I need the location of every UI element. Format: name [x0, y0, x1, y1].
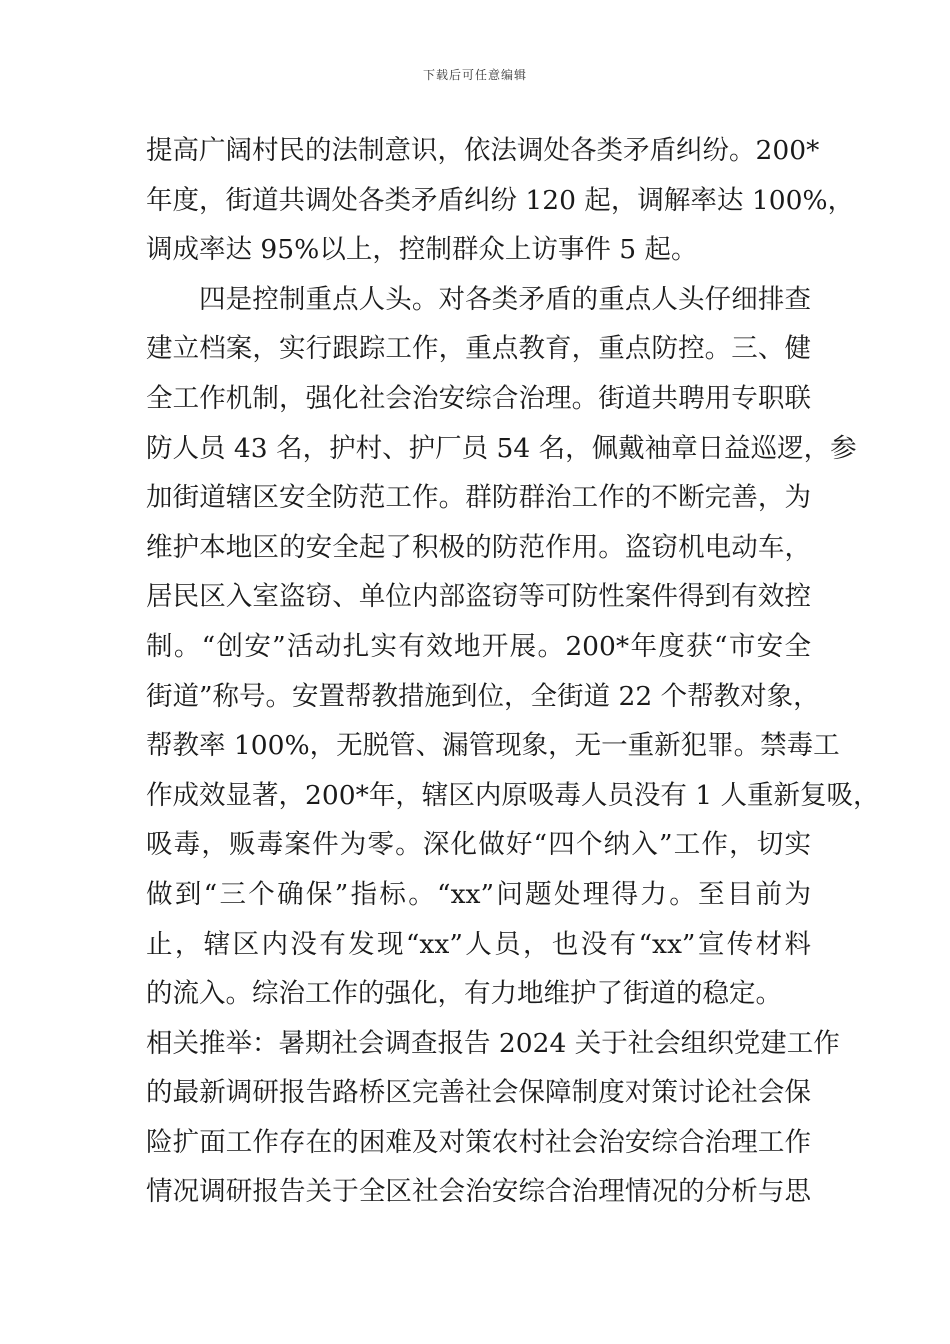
- text-line: 维护本地区的安全起了积极的防范作用。盗窃机电动车，: [146, 531, 811, 563]
- text-line: 年度，街道共调处各类矛盾纠纷 120 起，调解率达 100%，: [146, 184, 855, 216]
- related-text-line: 险扩面工作存在的困难及对策农村社会治安综合治理工作: [146, 1126, 811, 1158]
- related-text-line: 情况调研报告关于全区社会治安综合治理情况的分析与思: [146, 1176, 811, 1208]
- page-header: 下载后可任意编辑: [422, 68, 527, 82]
- text-line: 加街道辖区安全防范工作。群防群治工作的不断完善，为: [146, 482, 811, 514]
- text-line: 制。“创安”活动扎实有效地开展。200*年度获“市安全: [146, 630, 811, 662]
- text-line: 街道”称号。安置帮教措施到位，全街道 22 个帮教对象，: [146, 680, 820, 712]
- text-line: 建立档案，实行跟踪工作，重点教育，重点防控。三、健: [146, 333, 811, 365]
- paragraph-first-line: 四是控制重点人头。对各类矛盾的重点人头仔细排查: [199, 283, 811, 315]
- text-line: 作成效显著，200*年，辖区内原吸毒人员没有 1 人重新复吸，: [146, 779, 880, 811]
- text-line: 居民区入室盗窃、单位内部盗窃等可防性案件得到有效控: [146, 581, 811, 613]
- text-line: 提高广阔村民的法制意识，依法调处各类矛盾纠纷。200*: [146, 135, 820, 166]
- body-text: [146, 126, 880, 1217]
- text-line: 全工作机制，强化社会治安综合治理。街道共聘用专职联: [146, 382, 811, 414]
- text-line: 防人员 43 名，护村、护厂员 54 名，佩戴袖章日益巡逻，参: [146, 432, 857, 464]
- text-line: 的流入。综治工作的强化，有力地维护了街道的稳定。: [146, 978, 782, 1010]
- related-text-line: 的最新调研报告路桥区完善社会保障制度对策讨论社会保: [146, 1077, 811, 1109]
- text-line: 止，辖区内没有发现“xx”人员，也没有“xx”宣传材料: [146, 928, 811, 960]
- text-line: 帮教率 100%，无脱管、漏管现象，无一重新犯罪。禁毒工: [146, 730, 840, 762]
- text-line: 做到“三个确保”指标。“xx”问题处理得力。至目前为: [146, 878, 811, 910]
- related-text-line: 相关推举：暑期社会调查报告 2024 关于社会组织党建工作: [146, 1027, 840, 1059]
- text-line: 吸毒，贩毒案件为零。深化做好“四个纳入”工作，切实: [146, 829, 811, 861]
- text-line: 调成率达 95%以上，控制群众上访事件 5 起。: [146, 234, 698, 266]
